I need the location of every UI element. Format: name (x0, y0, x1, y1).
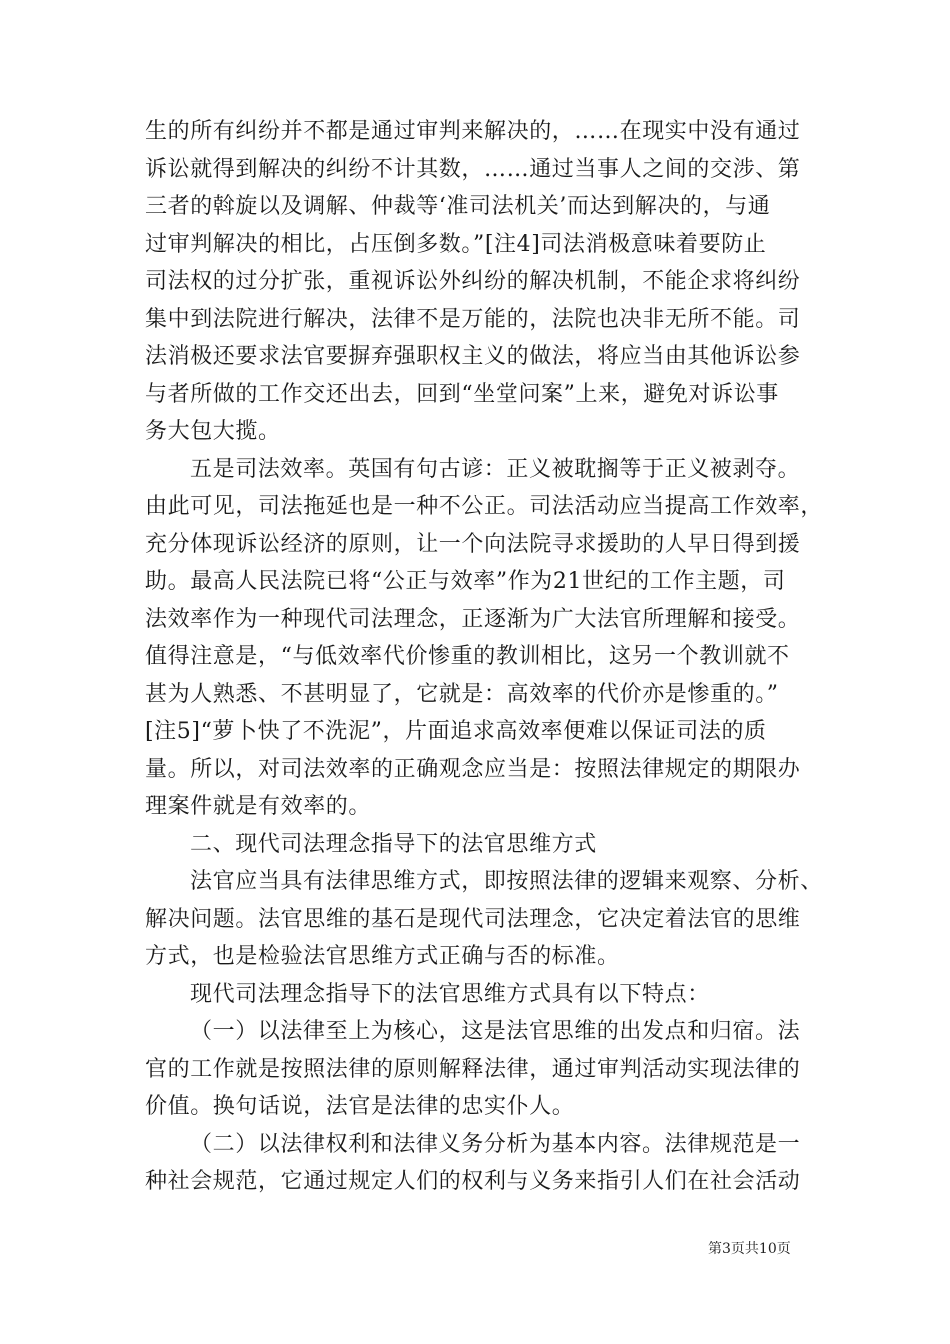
text-line: 五是司法效率。英国有句古谚：正义被耽搁等于正义被剥夺。 (190, 456, 801, 482)
text-line: 量。所以，对司法效率的正确观念应当是：按照法律规定的期限办 (145, 756, 801, 782)
text-line: 充分体现诉讼经济的原则，让一个向法院寻求援助的人早日得到援 (145, 531, 801, 557)
text-line: 法官应当具有法律思维方式，即按照法律的逻辑来观察、分析、 (190, 869, 823, 894)
text-line: 法效率作为一种现代司法理念，正逐渐为广大法官所理解和接受。 (145, 606, 801, 632)
text-line: 官的工作就是按照法律的原则解释法律，通过审判活动实现法律的 (145, 1056, 801, 1082)
text-line: 过审判解决的相比，占压倒多数。”[注4]司法消极意味着要防止 (145, 231, 767, 257)
text-line: 甚为人熟悉、不甚明显了，它就是：高效率的代价亦是惨重的。” (145, 681, 779, 707)
text-line: （二）以法律权利和法律义务分析为基本内容。法律规范是一 (190, 1131, 801, 1157)
text-line: [注5]“萝卜快了不洗泥”，片面追求高效率便难以保证司法的质 (145, 719, 767, 744)
text-line: 价值。换句话说，法官是法律的忠实仆人。 (145, 1094, 575, 1119)
text-line: 种社会规范，它通过规定人们的权利与义务来指引人们在社会活动 (145, 1169, 801, 1194)
text-line: 三者的斡旋以及调解、仲裁等‘准司法机关’而达到解决的，与通 (145, 194, 771, 219)
text-line: 集中到法院进行解决，法律不是万能的，法院也决非无所不能。司 (145, 306, 801, 332)
text-line: 由此可见，司法拖延也是一种不公正。司法活动应当提高工作效率， (145, 494, 824, 519)
text-line: 务大包大揽。 (145, 419, 281, 444)
section-heading: 二、现代司法理念指导下的法官思维方式 (190, 831, 597, 857)
text-line: （一）以法律至上为核心，这是法官思维的出发点和归宿。法 (190, 1019, 801, 1044)
text-line: 助。最高人民法院已将“公正与效率”作为21世纪的工作主题，司 (145, 569, 786, 594)
text-line: 诉讼就得到解决的纠纷不计其数，……通过当事人之间的交涉、第 (145, 156, 801, 182)
text-line: 解决问题。法官思维的基石是现代司法理念，它决定着法官的思维 (145, 906, 801, 932)
text-line: 值得注意是，“与低效率代价惨重的教训相比，这另一个教训就不 (145, 644, 790, 669)
text-line: 司法权的过分扩张，重视诉讼外纠纷的解决机制，不能企求将纠纷 (145, 269, 801, 294)
text-line: 方式，也是检验法官思维方式正确与否的标准。 (145, 944, 620, 969)
text-line: 法消极还要求法官要摒弃强职权主义的做法，将应当由其他诉讼参 (145, 344, 801, 369)
text-line: 现代司法理念指导下的法官思维方式具有以下特点： (190, 981, 710, 1007)
page-number: 第3页共10页 (708, 1241, 791, 1257)
text-line: 生的所有纠纷并不都是通过审判来解决的，……在现实中没有通过 (145, 119, 801, 144)
text-line: 理案件就是有效率的。 (145, 794, 372, 819)
text-line: 与者所做的工作交还出去，回到“坐堂问案”上来，避免对诉讼事 (145, 381, 779, 407)
